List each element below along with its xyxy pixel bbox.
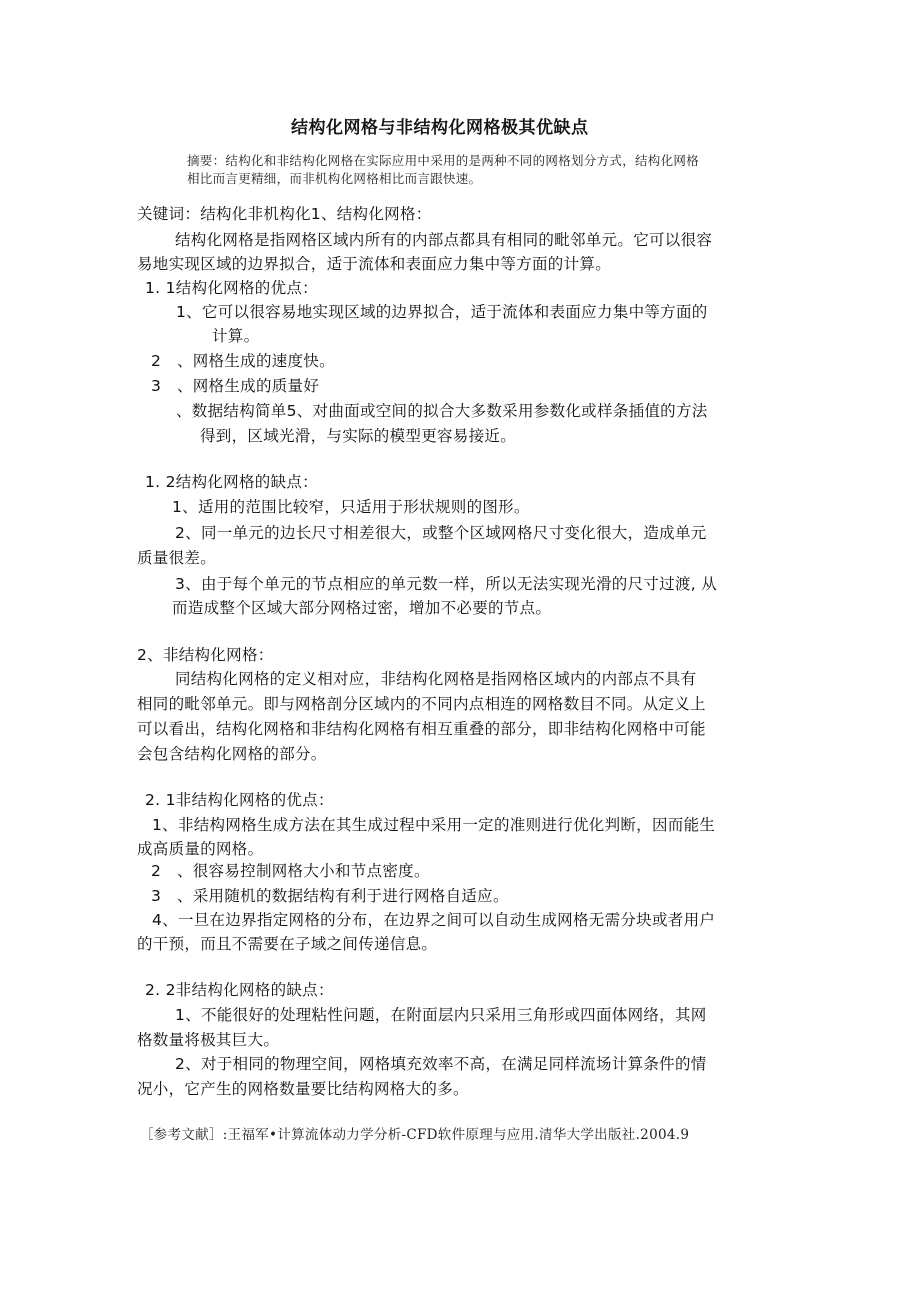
s2-adv-1-line-1: 1、非结构网格生成方法在其生成过程中采用一定的准则进行优化判断，因而能生 [152, 816, 716, 834]
s2-dis-1-line-2: 格数量将极其巨大。 [137, 1031, 280, 1049]
s2-adv-4-line-2: 的干预，而且不需要在子域之间传递信息。 [137, 935, 438, 953]
heading-1-2: 1. 2结构化网格的缺点： [145, 473, 318, 491]
s1-adv-4-line-2: 得到，区域光滑，与实际的模型更容易接近。 [200, 427, 517, 445]
s1-dis-3-line-2: 而造成整个区域大部分网格过密，增加不必要的节点。 [172, 599, 552, 617]
s2-para-line-3: 可以看出，结构化网格和非结构化网格有相互重叠的部分，即非结构化网格中可能 [137, 720, 706, 738]
s2-adv-4-line-1: 4、一旦在边界指定网格的分布，在边界之间可以自动生成网格无需分块或者用户 [152, 911, 716, 929]
s1-intro-line-2: 易地实现区域的边界拟合，适于流体和表面应力集中等方面的计算。 [137, 255, 612, 273]
heading-2-1: 2. 1非结构化网格的优点： [145, 791, 334, 809]
reference-line: ［参考文献］:王福军•计算流体动力学分析-CFD软件原理与应用.清华大学出版社.2004.9 [140, 1127, 690, 1143]
s2-adv-2: 2 、很容易控制网格大小和节点密度。 [151, 862, 430, 880]
s2-para-line-2: 相同的毗邻单元。即与网格剖分区域内的不同内点相连的网格数目不同。从定义上 [137, 695, 706, 713]
abstract-line-2: 相比而言更精细，而非机构化网格相比而言跟快速。 [187, 171, 482, 186]
s1-dis-2-line-2: 质量很差。 [137, 549, 217, 567]
s1-intro-line-1: 结构化网格是指网格区域内所有的内部点都具有相同的毗邻单元。它可以很容 [175, 231, 713, 249]
s1-adv-1-line-2: 计算。 [212, 327, 260, 345]
s2-dis-1-line-1: 1、不能很好的处理粘性问题，在附面层内只采用三角形或四面体网络，其网 [175, 1006, 707, 1024]
s2-dis-2-line-2: 况小，它产生的网格数量要比结构网格大的多。 [137, 1080, 469, 1098]
s2-para-line-4: 会包含结构化网格的部分。 [137, 745, 327, 763]
document-title: 结构化网格与非结构化网格极其优缺点 [291, 118, 589, 138]
abstract-line-1: 摘要：结构化和非结构化网格在实际应用中采用的是两种不同的网格划分方式，结构化网格 [187, 153, 700, 168]
s2-dis-2-line-1: 2、对于相同的物理空间，网格填充效率不高，在满足同样流场计算条件的情 [175, 1055, 707, 1073]
s1-dis-1: 1、适用的范围比较窄，只适用于形状规则的图形。 [172, 498, 530, 516]
s1-dis-3-line-1: 3、由于每个单元的节点相应的单元数一样，所以无法实现光滑的尺寸过渡, 从 [175, 575, 718, 593]
keywords-line: 关键词：结构化非机构化1、结构化网格： [137, 205, 432, 223]
s2-adv-3: 3 、采用随机的数据结构有利于进行网格自适应。 [151, 887, 509, 905]
s1-adv-3: 3 、网格生成的质量好 [151, 377, 320, 395]
s1-adv-2: 2 、网格生成的速度快。 [151, 352, 335, 370]
s1-adv-1-line-1: 1、它可以很容易地实现区域的边界拟合，适于流体和表面应力集中等方面的 [176, 303, 708, 321]
s2-para-line-1: 同结构化网格的定义相对应，非结构化网格是指网格区域内的内部点不具有 [175, 670, 697, 688]
s1-dis-2-line-1: 2、同一单元的边长尺寸相差很大，或整个区域网格尺寸变化很大，造成单元 [175, 524, 707, 542]
s2-adv-1-line-2: 成高质量的网格。 [137, 840, 264, 858]
heading-1-1: 1. 1结构化网格的优点： [145, 279, 318, 297]
heading-2-2: 2. 2非结构化网格的缺点： [145, 981, 334, 999]
s1-adv-4-line-1: 、数据结构简单5、对曲面或空间的拟合大多数采用参数化或样条插值的方法 [176, 402, 708, 420]
heading-2: 2、非结构化网格： [137, 646, 274, 664]
